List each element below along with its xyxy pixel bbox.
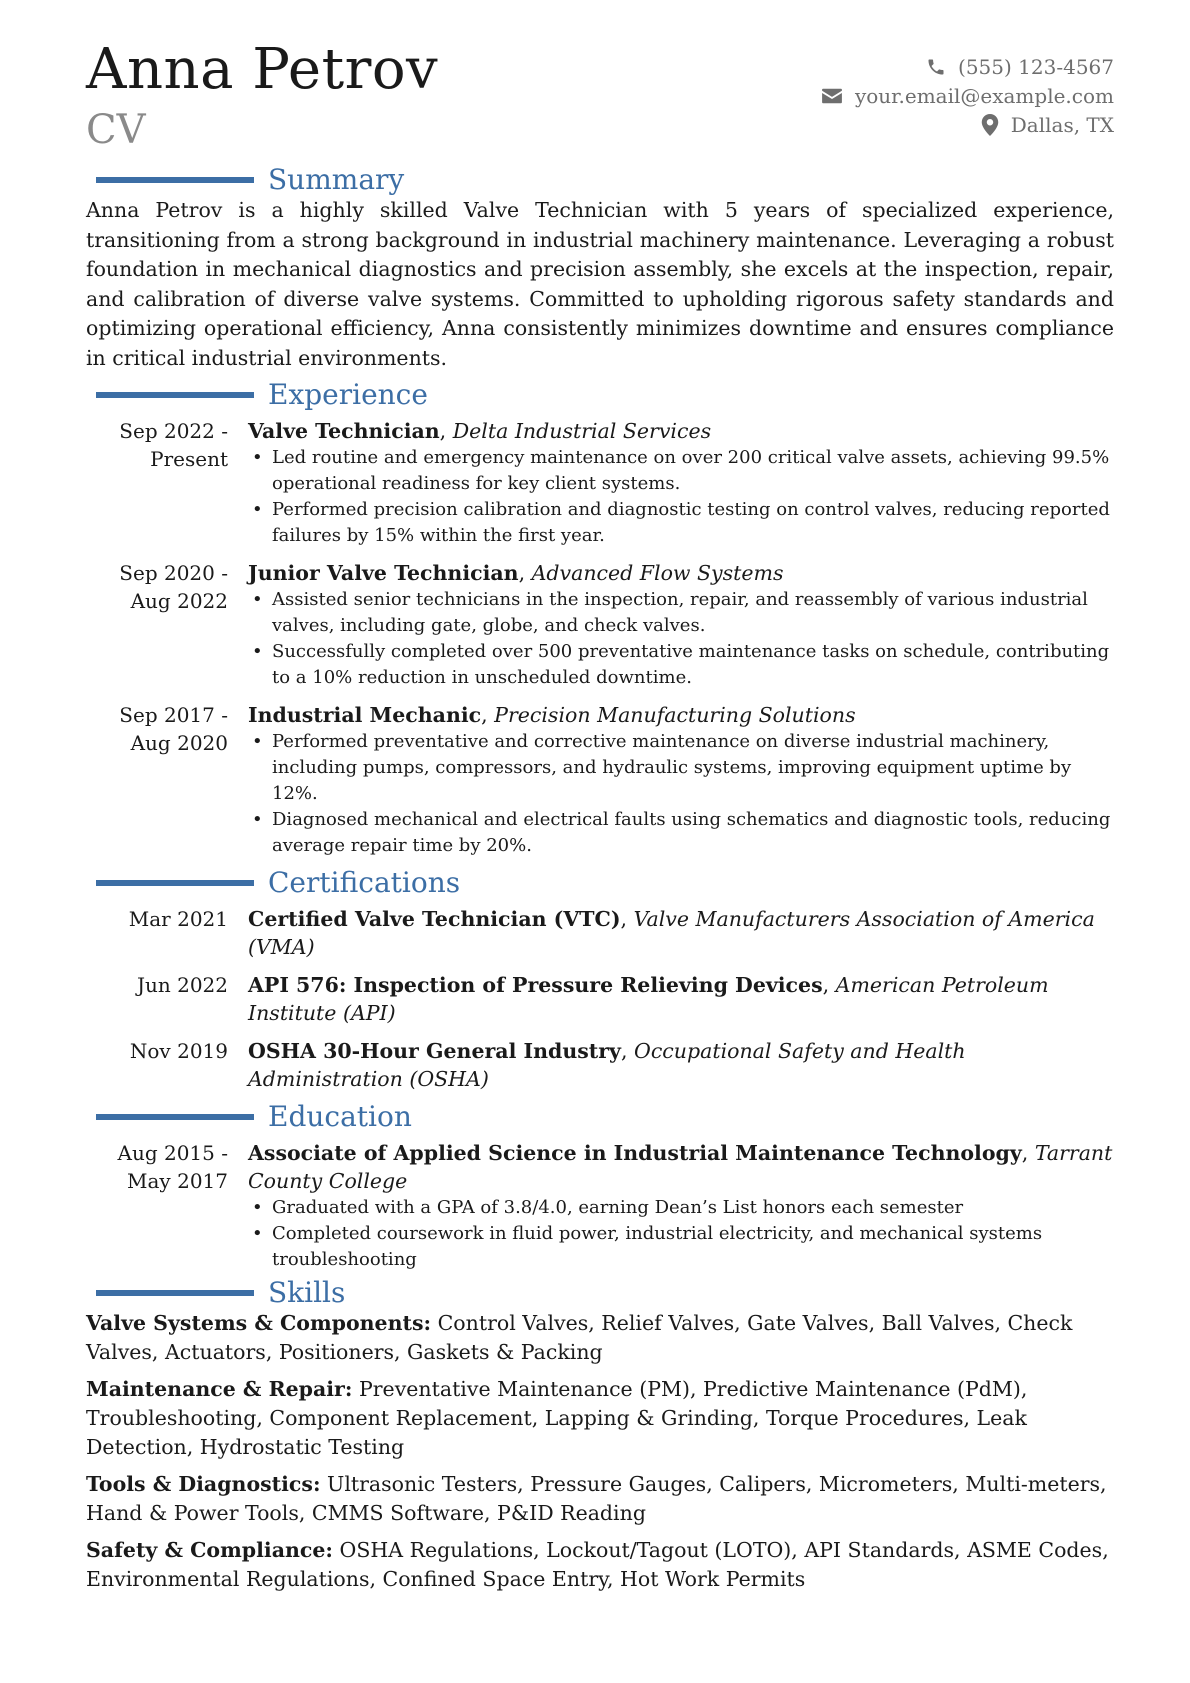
entry-date: Nov 2019 (129, 1039, 228, 1063)
entry-date: Sep 2022 - Present (119, 419, 228, 471)
entry-date: Aug 2015 - May 2017 (117, 1141, 228, 1193)
list-item: • Successfully completed over 500 preventative maintenance tasks on schedule, contributing to a 10% reduction in unscheduled downtime. (272, 639, 1114, 691)
job-title: Industrial Mechanic (248, 703, 482, 727)
list-item: • Completed coursework in fluid power, industrial electricity, and mechanical systems troubleshooting (272, 1221, 1114, 1273)
phone-icon (926, 57, 946, 77)
skill-items: OSHA Regulations, Lockout/Tagout (LOTO), API Standards, ASME Codes, Environmental Regulations, Confined Space Entry, Hot Work Permits (86, 1538, 1109, 1591)
entry-heading: Certified Valve Technician (VTC), Valve Manufacturers Association of America (VMA) (248, 907, 1095, 959)
list-item: • Diagnosed mechanical and electrical faults using schematics and diagnostic tools, reducing average repair time by 20%. (272, 807, 1114, 859)
document-label: CV (86, 107, 146, 153)
section-divider (96, 1290, 254, 1296)
skill-items: Preventative Maintenance (PM), Predictive Maintenance (PdM), Troubleshooting, Component Replacement, Lapping & Grinding, Torque Procedures, Leak Detection, Hydrostatic Testing (86, 1377, 1028, 1459)
experience-list (86, 417, 1114, 859)
section-summary-heading (86, 164, 1114, 196)
skill-category: Tools & Diagnostics: (86, 1472, 321, 1496)
summary-paragraph: Anna Petrov is a highly skilled Valve Technician with 5 years of specialized experience, transitioning from a strong background in industrial machinery maintenance. Leveraging a robust foundation in mechanical diagnostics and precision assembly, she excels at the inspection, repair, and calibration of diverse valve systems. Committed to upholding rigorous safety standards and optimizing operational efficiency, Anna consistently minimizes downtime and ensures compliance in critical industrial environments. (86, 198, 1114, 370)
resume-header (86, 37, 1114, 160)
list-item: • Performed preventative and corrective maintenance on diverse industrial machinery, including pumps, compressors, and hydraulic systems, improving equipment uptime by 12%. (272, 729, 1114, 807)
job-title: Valve Technician (248, 419, 440, 443)
entry-heading: OSHA 30-Hour General Industry, Occupational Safety and Health Administration (OSHA) (248, 1039, 966, 1091)
contact-info (821, 52, 1114, 139)
entry-bullets (248, 729, 1114, 859)
education-entry (86, 1139, 1114, 1273)
employer: Delta Industrial Services (452, 419, 712, 443)
entry-bullets (248, 1195, 1114, 1273)
degree-title: Associate of Applied Science in Industrial Maintenance Technology (248, 1141, 1022, 1165)
contact-location (821, 110, 1114, 139)
section-education-heading (86, 1101, 1114, 1133)
certification-entry (86, 1037, 1114, 1093)
resume-page (86, 37, 1114, 1594)
experience-entry (86, 701, 1114, 859)
section-title: Experience (268, 378, 428, 411)
skills-list (86, 1309, 1114, 1594)
skill-group (86, 1309, 1114, 1367)
entry-date: Sep 2020 - Aug 2022 (119, 561, 228, 613)
entry-heading: API 576: Inspection of Pressure Relieving Devices, American Petroleum Institute (API) (248, 973, 1049, 1025)
certification-title: OSHA 30-Hour General Industry (248, 1039, 621, 1063)
issuer: Valve Manufacturers Association of America (VMA) (248, 907, 1095, 959)
entry-bullets (248, 587, 1114, 691)
education-list (86, 1139, 1114, 1273)
entry-date: Mar 2021 (128, 907, 228, 931)
section-divider (96, 392, 254, 398)
envelope-icon (821, 87, 843, 105)
entry-bullets (248, 445, 1114, 549)
phone-text: (555) 123-4567 (958, 54, 1114, 79)
section-divider (96, 880, 254, 886)
list-item: • Assisted senior technicians in the inspection, repair, and reassembly of various industrial valves, including gate, globe, and check valves. (272, 587, 1114, 639)
skill-items: Ultrasonic Testers, Pressure Gauges, Calipers, Micrometers, Multi-meters, Hand & Power Tools, CMMS Software, P&ID Reading (86, 1472, 1107, 1525)
entry-heading: Associate of Applied Science in Industrial Maintenance Technology, Tarrant County College (248, 1141, 1113, 1193)
skill-category: Maintenance & Repair: (86, 1377, 353, 1401)
contact-phone (821, 52, 1114, 81)
location-text: Dallas, TX (1010, 112, 1114, 137)
issuer: American Petroleum Institute (API) (248, 973, 1049, 1025)
list-item: • Performed precision calibration and diagnostic testing on control valves, reducing reported failures by 15% within the first year. (272, 497, 1114, 549)
email-text: your.email@example.com (854, 83, 1114, 108)
entry-heading: Valve Technician, Delta Industrial Services (248, 419, 712, 443)
list-item: • Graduated with a GPA of 3.8/4.0, earning Dean’s List honors each semester (272, 1195, 1114, 1221)
section-experience-heading (86, 379, 1114, 411)
skill-group (86, 1536, 1114, 1594)
section-divider (96, 177, 254, 183)
employer: Precision Manufacturing Solutions (494, 703, 856, 727)
entry-date: Jun 2022 (136, 973, 228, 997)
certification-entry (86, 905, 1114, 961)
job-title: Junior Valve Technician (248, 561, 519, 585)
certification-entry (86, 971, 1114, 1027)
section-title: Summary (268, 163, 405, 196)
experience-entry (86, 417, 1114, 549)
section-title: Skills (268, 1276, 346, 1309)
experience-entry (86, 559, 1114, 691)
certifications-list (86, 905, 1114, 1093)
entry-heading: Junior Valve Technician, Advanced Flow Systems (248, 561, 784, 585)
skill-group (86, 1375, 1114, 1462)
section-title: Certifications (268, 866, 461, 899)
section-title: Education (268, 1100, 412, 1133)
certification-title: API 576: Inspection of Pressure Relieving Devices (248, 973, 823, 997)
skill-category: Valve Systems & Components: (86, 1311, 432, 1335)
entry-heading: Industrial Mechanic, Precision Manufacturing Solutions (248, 703, 856, 727)
list-item: • Led routine and emergency maintenance on over 200 critical valve assets, achieving 99.5% operational readiness for key client systems. (272, 445, 1114, 497)
section-skills-heading (86, 1277, 1114, 1309)
map-pin-icon (981, 114, 999, 136)
entry-date: Sep 2017 - Aug 2020 (119, 703, 228, 755)
contact-email (821, 81, 1114, 110)
section-certifications-heading (86, 867, 1114, 899)
institution: Tarrant County College (248, 1141, 1113, 1193)
certification-title: Certified Valve Technician (VTC) (248, 907, 621, 931)
person-name: Anna Petrov (86, 37, 439, 102)
section-divider (96, 1114, 254, 1120)
employer: Advanced Flow Systems (531, 561, 784, 585)
issuer: Occupational Safety and Health Administration (OSHA) (248, 1039, 966, 1091)
skill-category: Safety & Compliance: (86, 1538, 333, 1562)
skill-items: Control Valves, Relief Valves, Gate Valves, Ball Valves, Check Valves, Actuators, Positioners, Gaskets & Packing (86, 1311, 1073, 1364)
skill-group (86, 1470, 1114, 1528)
